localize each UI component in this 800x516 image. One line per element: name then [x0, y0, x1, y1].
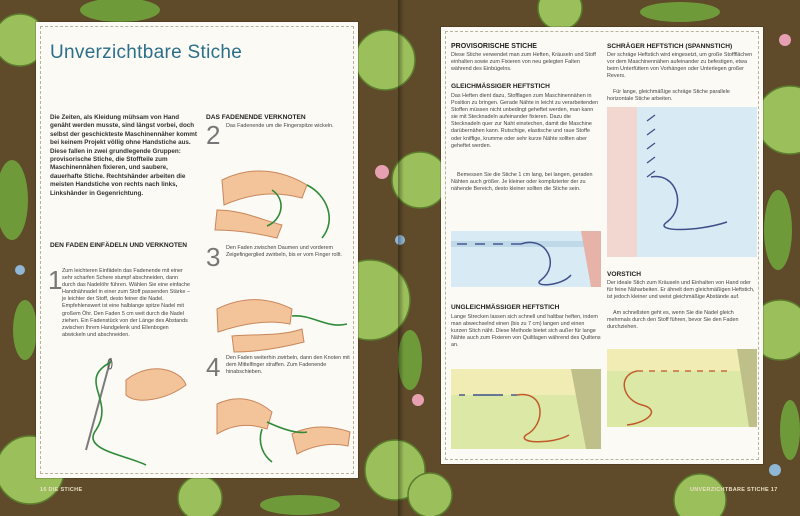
right-page [441, 27, 763, 464]
step-4-text: Den Faden weiterhin zwirbeln, dann den Knoten mit dem Mittelfinger straffen. Zum Fadenende hinabschieben. [226, 355, 350, 376]
even-basting-stitch-illustration [451, 225, 601, 293]
running-stitch-illustration [607, 345, 757, 430]
heading-even-basting: GLEICHMÄSSIGER HEFTSTICH [451, 83, 550, 90]
step-number-2: 2 [206, 120, 221, 150]
right-folio: UNVERZICHTBARE STICHE 17 [690, 487, 778, 493]
page-title: Unverzichtbare Stiche [50, 42, 243, 63]
provisional-text: Diese Stiche verwendet man zum Heften, Kräuseln und Stoff einhalten sowie zum Fixieren von neu gelegten Falten während des Einbügelns. [451, 52, 596, 73]
left-folio: 16 DIE STICHE [40, 487, 83, 493]
running-stitch-text: Der ideale Stich zum Kräuseln und Einhalten von Hand oder für feine Näharbeiten. Er ähnelt dem gleichmäßigen Heftstich, ist jedoch kleiner und weist gleichmäßige Abstände auf. [607, 280, 755, 301]
intro-paragraph: Die Zeiten, als Kleidung mühsam von Hand genäht werden musste, sind längst vorbei, doch selbst der geschickteste Maschinennäher kommt bei keinem Projekt völlig ohne Handstiche aus. Diese fallen in zwei grundlegende Gruppen: provisorische Stiche, die Stoffteile zum Maschinennähen fixieren, und saubere, dauerhafte Stiche. Rechtshänder arbeiten die meisten Handstiche von rechts nach links, Linkshänder in Gegenrichtung. [50, 114, 197, 197]
section-heading-provisional: PROVISORISCHE STICHE [451, 43, 537, 50]
uneven-basting-text: Lange Strecken lassen sich schnell und haltbar heften, indem man abwechselnd einen (bis zu 7 cm) langen und einen kurzen Stich näht. Diese Methode bietet sich außer für lange Nähte auch zum Fixieren von Quiltlagen während des Quiltens an. [451, 314, 601, 349]
step-number-3: 3 [206, 242, 221, 272]
step-number-1: 1 [48, 265, 63, 295]
even-basting-text-2: Bemessen Sie die Stiche 1 cm lang, bei langen, geraden Nähten auch größer. Je kleiner oder komplizierter der zu nähende Bereich, desto kleiner sollten die Stiche sein. [451, 172, 593, 193]
heading-uneven-basting: UNGLEICHMÄSSIGER HEFTSTICH [451, 304, 560, 311]
book-gutter [398, 0, 404, 516]
left-page [36, 22, 358, 478]
hand-wrapping-thread-illustration [212, 150, 352, 240]
step-3-text: Den Faden zwischen Daumen und vorderem Zeigefingerglied zwirbeln, bis er vom Finger rollt. [226, 245, 342, 259]
heading-diagonal-basting: SCHRÄGER HEFTSTICH (SPANNSTICH) [607, 43, 733, 50]
section-heading-threading: DEN FADEN EINFÄDELN UND VERKNOTEN [50, 242, 188, 249]
step-1-text: Zum leichteren Einfädeln das Fadenende mit einer sehr scharfen Schere stumpf abschneiden, dann durch das Nadelöhr führen. Wählen Sie eine einfache Handnähnadel in einer zum Stoff passenden Stärke – je leichter der Stoff, desto feiner die Nadel. Empfehlenswert ist eine halblange spitze Nadel mit großem Öhr. Den Faden 5 cm weit durch die Nadel ziehen. Ein Fadenstück von der Länge des Abstands zwischen Ihrem Handgelenk und Ellenbogen abwickeln und abschneiden. [62, 268, 190, 338]
heading-running-stitch: VORSTICH [607, 271, 642, 278]
diagonal-basting-stitch-illustration [607, 107, 757, 257]
section-heading-knot: DAS FADENENDE VERKNOTEN [206, 114, 306, 121]
step-number-4: 4 [206, 352, 221, 382]
step-2-text: Das Fadenende um die Fingerspitze wickeln. [226, 123, 334, 129]
diagonal-basting-text-2: Für lange, gleichmäßige schräge Stiche parallele horizontale Stiche arbeiten. [607, 89, 730, 103]
diagonal-basting-text: Der schräge Heftstich wird eingesetzt, um große Stoffflächen vor dem Maschinennähen aufeinander zu befestigen, etwa beim Unterfüttern von Vorhängen oder Unterlegen großer Revers. [607, 52, 753, 80]
uneven-basting-stitch-illustration [451, 365, 601, 453]
needle-threading-illustration [56, 340, 196, 470]
hand-rolling-thread-illustration [212, 274, 352, 359]
running-stitch-text-2: Am schnellsten geht es, wenn Sie die Nadel gleich mehrmals durch den Stoff führen, bevor Sie den Faden durchziehen. [607, 310, 739, 331]
even-basting-text: Das Heften dient dazu, Stofflagen zum Maschinennähen in Position zu bringen. Gerade Nähte in leicht zu verarbeitenden Stoffen müssen nicht unbedingt geheftet werden, man kann sie mit Stecknadeln aufeinander fixieren. Dazu die Stecknadeln quer zur Naht einstechen, damit die Maschine darübernähen kann. Rutschige, elastische und raue Stoffe oder kniffige, krumme oder sehr kurze Nähte sollten aber geheftet werden. [451, 93, 599, 149]
hand-tightening-knot-illustration [212, 384, 352, 464]
